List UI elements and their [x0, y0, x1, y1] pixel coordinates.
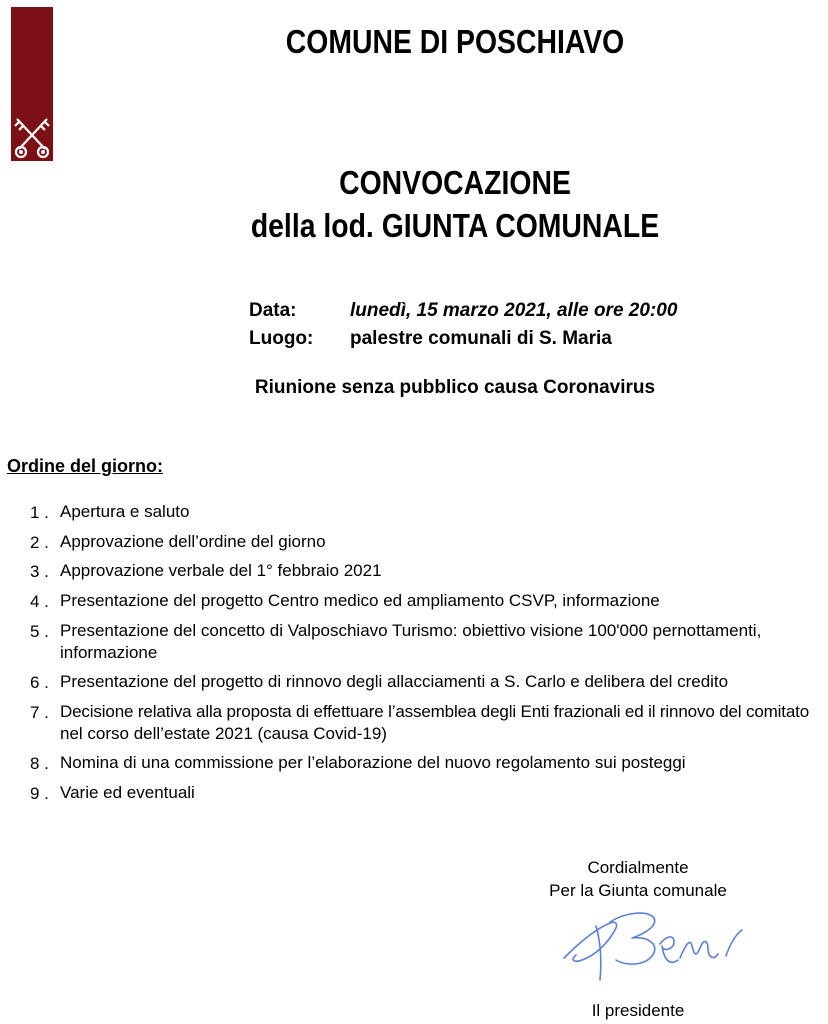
agenda-item-text: Decisione relativa alla proposta di effettuare l’assemblea degli Enti frazionali ed il rinnovo del comitato [60, 702, 810, 721]
president-signature [556, 900, 756, 990]
agenda-item-text: informazione [60, 643, 158, 662]
agenda-item-text: Nomina di una commissione per l’elaborazione del nuovo regolamento sui posteggi [60, 753, 686, 772]
closing-greeting: Cordialmente [587, 858, 689, 877]
date-label: Data: [249, 300, 297, 321]
document-title: CONVOCAZIONE [339, 164, 571, 201]
agenda-item-text: Presentazione del concetto di Valposchiavo Turismo: obiettivo visione 100'000 pernottamenti, [60, 621, 762, 640]
place-label: Luogo: [249, 328, 314, 349]
agenda-item-text: Apertura e saluto [60, 502, 190, 521]
agenda-item-number: 7 . [30, 703, 49, 722]
closing-role: Il presidente [591, 1001, 685, 1020]
closing-on-behalf: Per la Giunta comunale [549, 881, 727, 900]
agenda-item-text: Approvazione verbale del 1° febbraio 2021 [60, 561, 382, 580]
agenda-item-number: 2 . [30, 533, 49, 552]
coat-of-arms-emblem [11, 7, 53, 161]
agenda-item-number: 1 . [30, 503, 49, 522]
agenda-item-text: Presentazione del progetto di rinnovo degli allacciamenti a S. Carlo e delibera del credito [60, 672, 729, 691]
date-value: lunedì, 15 marzo 2021, alle ore 20:00 [350, 300, 678, 321]
agenda-item-text: Approvazione dell’ordine del giorno [60, 532, 326, 551]
agenda-heading: Ordine del giorno: [7, 456, 163, 476]
agenda-item-text: nel corso dell’estate 2021 (causa Covid-19) [60, 724, 387, 743]
public-notice: Riunione senza pubblico causa Coronavirus [254, 377, 656, 398]
agenda-item-number: 6 . [30, 673, 49, 692]
agenda-item-text: Varie ed eventuali [60, 783, 195, 802]
municipality-title: COMUNE DI POSCHIAVO [285, 23, 625, 60]
agenda-item-number: 3 . [30, 562, 49, 581]
agenda-item-number: 8 . [30, 754, 49, 773]
agenda-item-number: 9 . [30, 784, 49, 803]
place-value: palestre comunali di S. Maria [350, 328, 612, 349]
agenda-item-text: Presentazione del progetto Centro medico ed ampliamento CSVP, informazione [60, 591, 660, 610]
agenda-item-number: 4 . [30, 592, 49, 611]
document-subtitle: della lod. GIUNTA COMUNALE [250, 207, 660, 244]
crossed-keys-icon [11, 115, 53, 161]
agenda-item-number: 5 . [30, 622, 49, 641]
